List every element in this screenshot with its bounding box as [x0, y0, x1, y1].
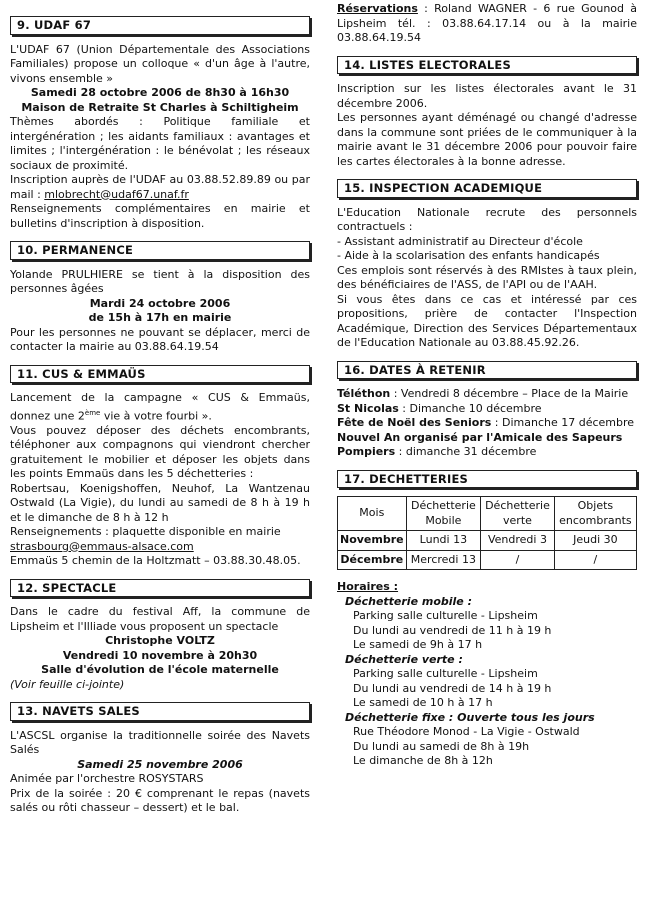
- emmaus-launch: Lancement de la campagne « CUS & Emmaüs, donnez une 2ème vie à votre fourbi ».: [10, 391, 310, 423]
- fixe-line: Rue Théodore Monod - La Vigie - Ostwald: [353, 725, 580, 738]
- fixe-line: Du lundi au samedi de 8h à 19h: [353, 739, 530, 753]
- horaires-title: Horaires :: [337, 580, 399, 593]
- spectacle-date: Vendredi 10 novembre à 20h30: [62, 648, 258, 662]
- section-title: 13. NAVETS SALES: [10, 702, 310, 721]
- mobile-line: Le samedi de 9h à 17 h: [353, 638, 483, 651]
- left-column: [10, 0, 310, 826]
- date-pompiers: Pompiers : dimanche 31 décembre: [337, 445, 537, 458]
- section-title: 12. SPECTACLE: [10, 579, 310, 598]
- section-title: 17. DECHETTERIES: [337, 470, 637, 489]
- emmaus-address: Emmaüs 5 chemin de la Holtzmatt – 03.88.30.48.05.: [10, 554, 301, 568]
- emmaus-points: Robertsau, Koenigshoffen, Neuhof, La Wantzenau Ostwald (La Vigie), du lundi au samedi de 8 h à 19 h et le dimanche de 8 h à 12 h: [10, 481, 310, 524]
- verte-line: Parking salle culturelle - Lipsheim: [353, 667, 538, 680]
- date-nouvel-an: Nouvel An organisé par l'Amicale des Sapeurs: [337, 430, 623, 444]
- section-dates: [337, 361, 637, 460]
- table-cell: Jeudi 30: [554, 531, 636, 551]
- table-header-row: [338, 497, 637, 531]
- spectacle-intro: Dans le cadre du festival Aff, la commune de Lipsheim et l'Illiade vous proposent un spectacle: [10, 605, 310, 633]
- emmaus-renseignements: Renseignements : plaquette disponible en mairie: [10, 525, 281, 539]
- navets-intro: L'ASCSL organise la traditionnelle soirée des Navets Salés: [10, 728, 310, 757]
- section-inspection: [337, 179, 637, 351]
- listes-p2: Les personnes ayant déménagé ou changé d'adresse dans la commune sont priées de le communiquer à la mairie avant le 31 décembre 2006 pour pouvoir faire les cartes électorales à la bonne adresse.: [337, 111, 637, 168]
- emmaus-mail-link[interactable]: strasbourg@emmaus-alsace.com: [10, 539, 194, 553]
- mobile-line: Parking salle culturelle - Lipsheim: [353, 609, 538, 622]
- table-cell: Novembre: [338, 531, 407, 551]
- navets-price: Prix de la soirée : 20 € comprenant le repas (navets salés ou rôti chasseur – dessert) et le bal.: [10, 786, 310, 815]
- right-column: [337, 0, 637, 779]
- section-emmaus: [10, 365, 310, 569]
- mobile-title: Déchetterie mobile :: [345, 594, 472, 608]
- spectacle-artist: Christophe VOLTZ: [105, 634, 215, 648]
- permanence-time: de 15h à 17h en mairie: [88, 311, 232, 324]
- section-title: 10. PERMANENCE: [10, 241, 310, 260]
- section-spectacle: [10, 579, 310, 693]
- section-navets: [10, 702, 310, 816]
- reservations-text: : Roland WAGNER - 6 rue Gounod à Lipsheim tél. : 03.88.64.17.14 ou à la mairie 03.88.64.19.54: [337, 2, 637, 44]
- inspection-p2: Ces emplois sont réservés à des RMIstes à taux plein, des bénéficiaires de l'ASS, de l'API ou de l'AAH.: [337, 263, 637, 291]
- section-dechetteries: [337, 470, 637, 769]
- dechetteries-table: [337, 496, 637, 570]
- listes-p1: Inscription sur les listes électorales avant le 31 décembre 2006.: [337, 82, 637, 110]
- table-cell: /: [481, 550, 555, 570]
- verte-line: Du lundi au vendredi de 14 h à 19 h: [353, 681, 552, 695]
- date-noel-seniors: Fête de Noël des Seniors : Dimanche 17 décembre: [337, 416, 635, 429]
- section-title: 11. CUS & EMMAÜS: [10, 365, 310, 384]
- emmaus-depot: Vous pouvez déposer des déchets encombrants, téléphoner aux compagnons qui viendront chercher gratuitement le mobilier et déposer les objets dans les points Emmaüs dans les 5 déchetteries :: [10, 423, 310, 481]
- table-header: Déchetterie verte: [481, 497, 555, 531]
- reservations: [337, 2, 637, 46]
- spectacle-note: (Voir feuille ci-jointe): [10, 677, 125, 691]
- udaf-mail-link[interactable]: mlobrecht@udaf67.unaf.fr: [44, 187, 189, 201]
- table-row: [338, 550, 637, 570]
- table-cell: Vendredi 3: [481, 531, 555, 551]
- spectacle-place: Salle d'évolution de l'école maternelle: [41, 663, 279, 677]
- permanence-intro: Yolande PRULHIERE se tient à la disposition des personnes âgées: [10, 267, 310, 295]
- navets-date: Samedi 25 novembre 2006: [77, 757, 243, 771]
- date-telethon: Téléthon : Vendredi 8 décembre – Place de la Mairie: [337, 387, 629, 400]
- horaires: [337, 580, 637, 769]
- table-cell: /: [554, 550, 636, 570]
- navets-orchestre: Animée par l'orchestre ROSYSTARS: [10, 772, 204, 786]
- table-row: [338, 531, 637, 551]
- section-title: 14. LISTES ELECTORALES: [337, 56, 637, 75]
- reservations-label: Réservations: [337, 2, 418, 15]
- permanence-contact: Pour les personnes ne pouvant se déplacer, merci de contacter la mairie au 03.88.64.19.54: [10, 325, 310, 353]
- fixe-line: Le dimanche de 8h à 12h: [353, 754, 493, 767]
- section-title: 15. INSPECTION ACADEMIQUE: [337, 179, 637, 198]
- udaf-intro: L'UDAF 67 (Union Départementale des Associations Familiales) propose un colloque « d'un âge à l'autre, vivons ensemble »: [10, 42, 310, 85]
- udaf-renseignements: Renseignements complémentaires en mairie et bulletins d'inscription à disposition.: [10, 202, 310, 230]
- permanence-date: Mardi 24 octobre 2006: [89, 296, 231, 310]
- table-header: Objets encombrants: [554, 497, 636, 531]
- udaf-themes: Thèmes abordés : Politique familiale et intergénération ; les aidants familiaux : avantages et limites ; l'intergénération : le bénévolat ; les réseaux sociaux de proximité.: [10, 115, 310, 172]
- verte-line: Le samedi de 10 h à 17 h: [353, 696, 493, 709]
- table-cell: Décembre: [338, 550, 407, 570]
- inspection-p1: L'Education Nationale recrute des personnels contractuels :: [337, 205, 637, 233]
- table-cell: Lundi 13: [406, 531, 481, 551]
- date-st-nicolas: St Nicolas : Dimanche 10 décembre: [337, 401, 542, 415]
- table-cell: Mercredi 13: [406, 550, 481, 570]
- section-title: 9. UDAF 67: [10, 16, 310, 35]
- table-header: Déchetterie Mobile: [406, 497, 481, 531]
- section-listes: [337, 56, 637, 170]
- udaf-date: Samedi 28 octobre 2006 de 8h30 à 16h30: [30, 86, 290, 99]
- section-title: 16. DATES À RETENIR: [337, 361, 637, 380]
- verte-title: Déchetterie verte :: [345, 652, 463, 666]
- table-header: Mois: [338, 497, 407, 531]
- inspection-p3: Si vous êtes dans ce cas et intéressé par ces propositions, prière de contacter l'Inspection Académique, Direction des Services Départementaux de l'Education Nationale au 03.88.45.92.26.: [337, 292, 637, 349]
- inspection-item: - Assistant administratif au Directeur d'école: [337, 234, 583, 248]
- inspection-item: - Aide à la scolarisation des enfants handicapés: [337, 249, 600, 262]
- fixe-title: Déchetterie fixe : Ouverte tous les jours: [345, 710, 595, 724]
- udaf-inscription: Inscription auprès de l'UDAF au 03.88.52.89.89 ou par mail : mlobrecht@udaf67.unaf.fr: [10, 173, 310, 201]
- section-permanence: [10, 241, 310, 355]
- mobile-line: Du lundi au vendredi de 11 h à 19 h: [353, 623, 552, 637]
- section-udaf: [10, 16, 310, 231]
- udaf-place: Maison de Retraite St Charles à Schiltigheim: [21, 100, 299, 114]
